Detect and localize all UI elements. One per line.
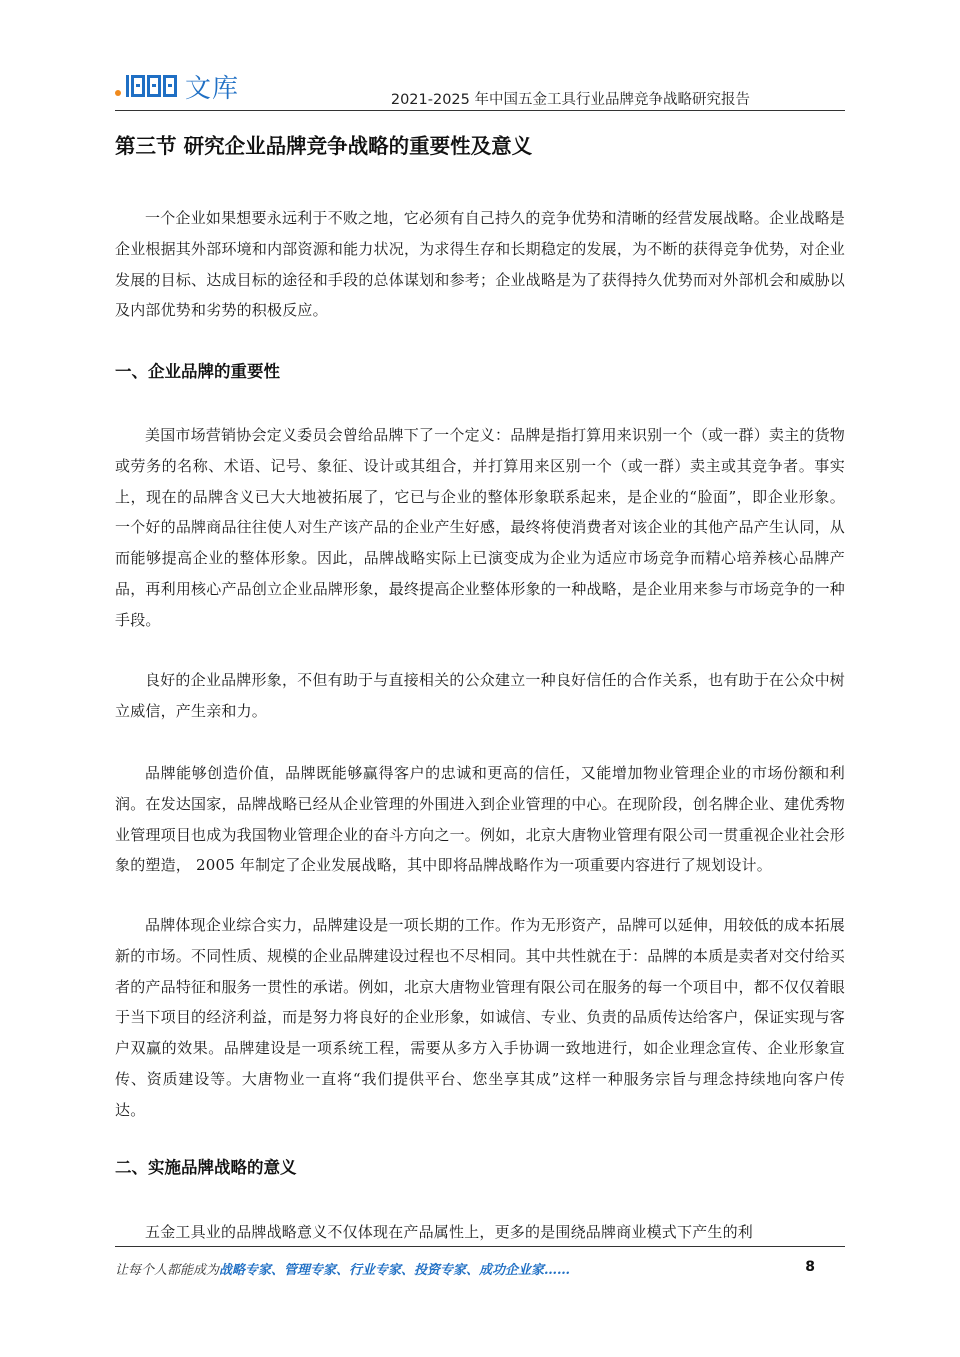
brand-logo — [115, 68, 239, 104]
heading-strategy-meaning: 二、实施品牌战略的意义 — [115, 1158, 297, 1177]
heading-brand-importance: 一、企业品牌的重要性 — [115, 362, 280, 381]
page-header — [115, 68, 845, 110]
page-number: 8 — [805, 1259, 815, 1275]
footer-slogan-roles: 战略专家、管理专家、行业专家、投资专家、成功企业家…… — [219, 1263, 571, 1278]
logo-mark-icon — [126, 75, 179, 97]
footer-slogan-lead: 让每个人都能成为 — [115, 1263, 220, 1278]
footer-divider — [115, 1246, 845, 1247]
definition-paragraph: 美国市场营销协会定义委员会曾给品牌下了一个定义：品牌是指打算用来识别一个（或一群）卖主的货物或劳务的名称、术语、记号、象征、设计或其组合，并打算用来区别一个（或一群）卖主或其竞争者。事实上，现在的品牌含义已大大地被拓展了，它已与企业的整体形象联系起来，是企业的“脸面”，即企业形象。一个好的品牌商品往往使人对生产该产品的企业产生好感，最终将使消费者对该企业的其他产品产生认同，从而能够提高企业的整体形象。因此，品牌战略实际上已演变成为企业为适应市场竞争而精心培养核心品牌产品，再利用核心产品创立企业品牌形象，最终提高企业整体形象的一种战略，是企业用来参与市场竞争的一种手段。 — [115, 426, 845, 629]
section-title: 第三节 研究企业品牌竞争战略的重要性及意义 — [115, 134, 533, 158]
page-footer — [115, 1259, 845, 1281]
strategy-meaning-paragraph: 五金工具业的品牌战略意义不仅体现在产品属性上，更多的是围绕品牌商业模式下产生的利 — [145, 1223, 754, 1241]
brand-strength-paragraph: 品牌体现企业综合实力，品牌建设是一项长期的工作。作为无形资产，品牌可以延伸，用较低的成本拓展新的市场。不同性质、规模的企业品牌建设过程也不尽相同。其中共性就在于：品牌的本质是卖者对交付给买者的产品特征和服务一贯性的承诺。例如，北京大唐物业管理有限公司在服务的每一个项目中，都不仅仅着眼于当下项目的经济利益，而是努力将良好的企业形象，如诚信、专业、负责的品质传达给客户，保证实现与客户双赢的效果。品牌建设是一项系统工程，需要从多方入手协调一致地进行，如企业理念宣传、企业形象宣传、资质建设等。大唐物业一直将“我们提供平台、您坐享其成”这样一种服务宗旨与理念持续地向客户传达。 — [115, 916, 845, 1119]
brand-value-paragraph: 品牌能够创造价值，品牌既能够赢得客户的忠诚和更高的信任，又能增加物业管理企业的市场份额和利润。在发达国家，品牌战略已经从企业管理的外围进入到企业管理的中心。在现阶段，创名牌企业、建优秀物业管理项目也成为我国物业管理企业的奋斗方向之一。例如，北京大唐物业管理有限公司一贯重视企业社会形象的塑造， 2005 年制定了企业发展战略，其中即将品牌战略作为一项重要内容进行了规划设计。 — [115, 764, 845, 875]
intro-paragraph: 一个企业如果想要永远利于不败之地，它必须有自己持久的竞争优势和清晰的经营发展战略。企业战略是企业根据其外部环境和内部资源和能力状况，为求得生存和长期稳定的发展，为不断的获得竞争优势，对企业发展的目标、达成目标的途径和手段的总体谋划和参考；企业战略是为了获得持久优势而对外部机会和威胁以及内部优势和劣势的积极反应。 — [115, 209, 845, 320]
logo-dot-icon — [115, 90, 121, 96]
header-divider — [115, 110, 845, 111]
brand-image-paragraph: 良好的企业品牌形象，不但有助于与直接相关的公众建立一种良好信任的合作关系，也有助于在公众中树立威信，产生亲和力。 — [115, 671, 845, 720]
report-title: 2021-2025 年中国五金工具行业品牌竞争战略研究报告 — [390, 92, 750, 108]
logo-text: 文库 — [185, 73, 240, 104]
